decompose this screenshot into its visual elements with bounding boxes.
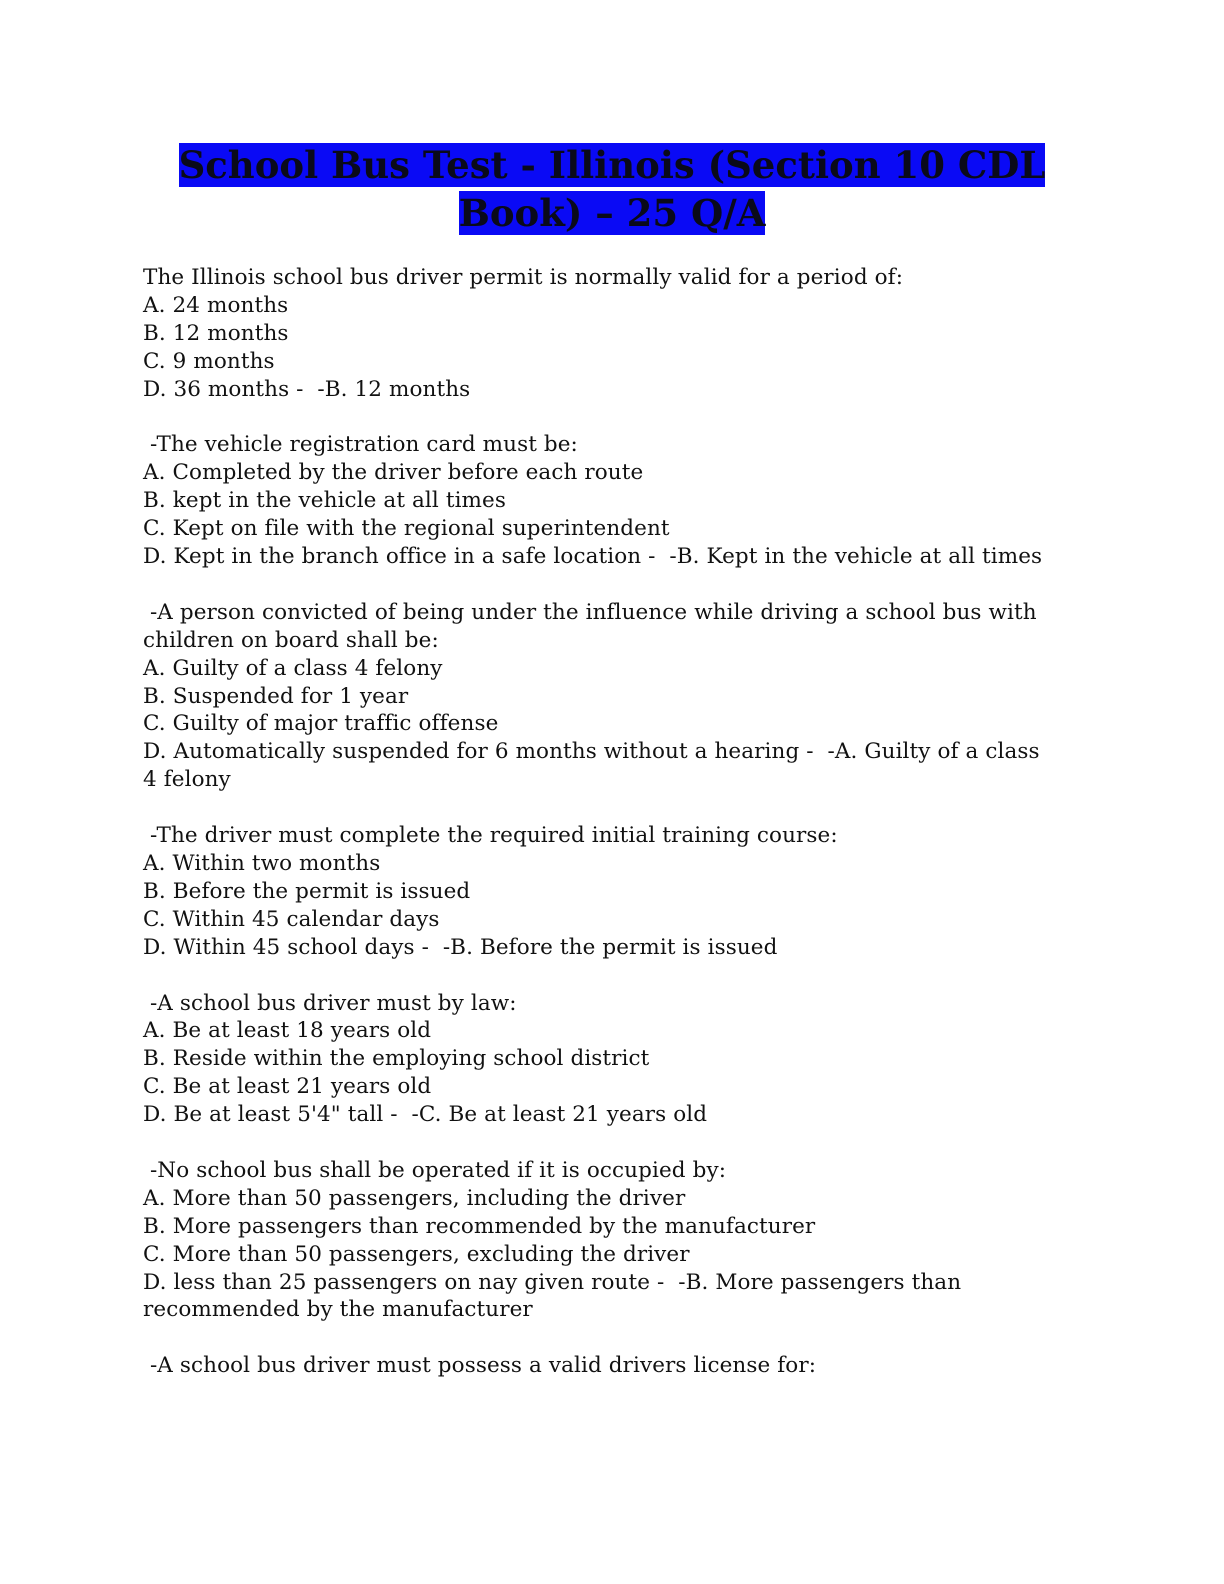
title-block — [150, 141, 1074, 237]
question-text: -The driver must complete the required initial training course: — [143, 823, 838, 849]
question-block-5 — [143, 990, 1053, 1130]
answer-option-d-with-answer: D. Within 45 school days - -B. Before the permit is issued — [143, 934, 778, 960]
question-text: -A school bus driver must by law: — [143, 990, 517, 1016]
answer-option-c: C. More than 50 passengers, excluding the driver — [143, 1241, 690, 1267]
question-text: -No school bus shall be operated if it is occupied by: — [143, 1157, 727, 1183]
answer-option-c: C. Kept on file with the regional superintendent — [143, 516, 670, 542]
question-list — [143, 264, 1053, 1408]
question-block-3 — [143, 599, 1053, 794]
question-block-6 — [143, 1157, 1053, 1324]
answer-option-d-with-answer: D. Be at least 5'4" tall - -C. Be at least 21 years old — [143, 1102, 708, 1128]
answer-option-a: A. 24 months — [143, 292, 289, 318]
answer-option-b: B. 12 months — [143, 320, 289, 346]
answer-option-b: B. More passengers than recommended by the manufacturer — [143, 1213, 816, 1239]
answer-option-d-with-answer: D. Automatically suspended for 6 months without a hearing - -A. Guilty of a class 4 felony — [143, 739, 1047, 793]
answer-option-a: A. Completed by the driver before each route — [143, 460, 644, 486]
answer-option-c: C. Within 45 calendar days — [143, 906, 440, 932]
answer-option-b: B. Reside within the employing school district — [143, 1046, 650, 1072]
question-text: The Illinois school bus driver permit is normally valid for a period of: — [143, 265, 904, 290]
page-title: School Bus Test - Illinois (Section 10 CDL Book) – 25 Q/A — [178, 143, 1046, 235]
answer-option-d-with-answer: D. Kept in the branch office in a safe location - -B. Kept in the vehicle at all times — [143, 544, 1043, 570]
question-block-1 — [143, 264, 1053, 404]
question-block-7 — [143, 1352, 1053, 1380]
answer-option-c: C. Be at least 21 years old — [143, 1074, 432, 1100]
answer-option-c: C. Guilty of major traffic offense — [143, 711, 499, 737]
answer-option-b: B. Before the permit is issued — [143, 878, 471, 904]
answer-option-a: A. Be at least 18 years old — [143, 1018, 432, 1044]
answer-option-c: C. 9 months — [143, 348, 275, 374]
question-text: -A school bus driver must possess a valid drivers license for: — [143, 1353, 817, 1379]
answer-option-d-with-answer: D. less than 25 passengers on nay given route - -B. More passengers than recommended by the manufacturer — [143, 1269, 969, 1323]
question-text: -A person convicted of being under the influence while driving a school bus with children on board shall be: — [143, 599, 1044, 653]
answer-option-b: B. Suspended for 1 year — [143, 683, 409, 709]
answer-option-d-with-answer: D. 36 months - -B. 12 months — [143, 376, 471, 402]
answer-option-a: A. More than 50 passengers, including the driver — [143, 1185, 686, 1211]
question-text: -The vehicle registration card must be: — [143, 432, 578, 458]
answer-option-a: A. Guilty of a class 4 felony — [143, 655, 443, 681]
answer-option-a: A. Within two months — [143, 850, 381, 876]
question-block-2 — [143, 431, 1053, 571]
answer-option-b: B. kept in the vehicle at all times — [143, 488, 506, 514]
question-block-4 — [143, 822, 1053, 962]
